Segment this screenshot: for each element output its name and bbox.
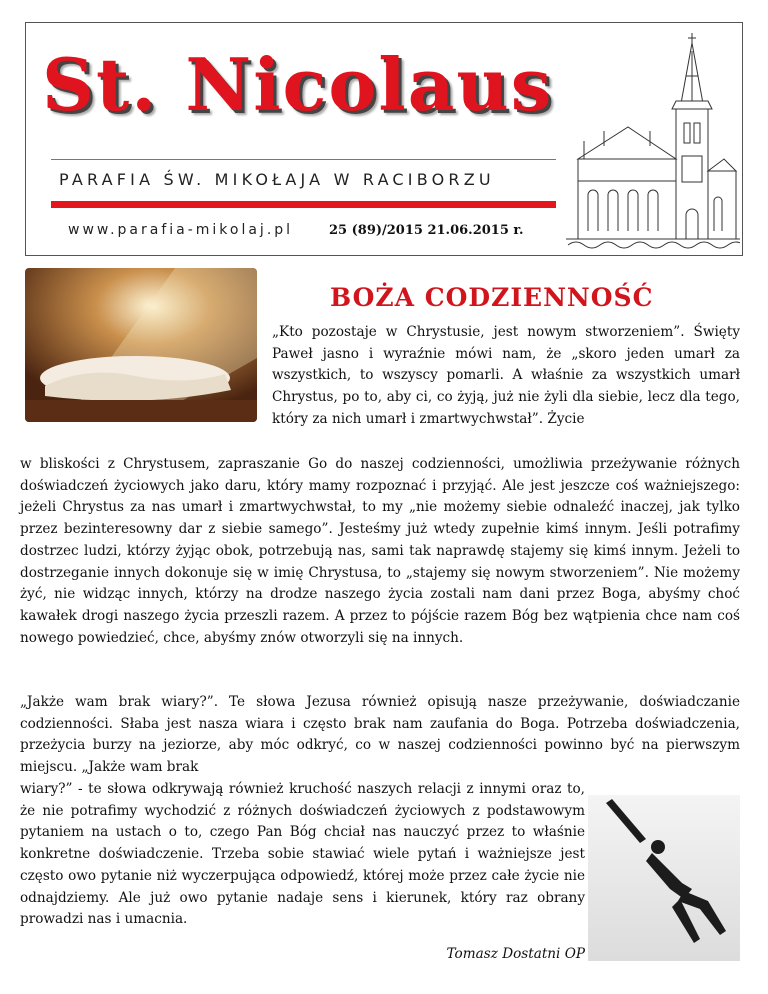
jumping-man-photo [588, 795, 740, 961]
article-headline: BOŻA CODZIENNOŚĆ [330, 283, 654, 312]
parish-name: PARAFIA ŚW. MIKOŁAJA W RACIBORZU [59, 170, 495, 189]
issue-number-date: 25 (89)/2015 21.06.2015 r. [329, 223, 524, 238]
article-paragraph-2: „Jakże wam brak wiary?”. Te słowa Jezusa również opisują nasze przeżywanie, doświadczanie codzienności. Słaba jest nasza wiara i często brak nam zaufania do Boga. Potrzeba doświadczenia, przeżycia burzy na jeziorze, aby móc odkryć, co w naszej codzienności powinno być na pierwszym miejscu. „Jakże wam brak [20, 694, 740, 776]
article-author: Tomasz Dostatni OP [446, 946, 585, 962]
thin-divider [51, 159, 556, 160]
candlelight-shroud-photo [25, 268, 257, 422]
red-divider [51, 201, 556, 208]
masthead-logo: St. Nicolaus [42, 42, 554, 127]
article-paragraph-1: w bliskości z Chrystusem, zapraszanie Go do naszej codzienności, umożliwia przeżywanie różnych doświadczeń życiowych jako daru, który mamy rozpoznać i przyjąć. Ale jest jeszcze coś ważniejszego: jeżeli Chrystus za nas umarł i zmartwychwstał, to my „nie możemy siebie odnaleźć inaczej, jak tylko przez bezinteresowny dar z siebie samego”. Jesteśmy już wtedy zupełnie kimś innym. Jeśli potrafimy dostrzec ludzi, którzy żyjąc obok, potrzebują nas, sami tak naprawdę stajemy się kimś innym. Jeżeli to dostrzeganie innych dokonuje się w imię Chrystusa, to „stajemy się nowym stworzeniem”. Nie możemy żyć, nie widząc innych, którzy na drodze naszego życia zostali nam dani przez Boga, abyśmy choć kawałek drogi naszego życia przeszli razem. A przez to pójście razem Bóg bez wątpienia chce nam coś nowego powiedzieć, chce, abyśmy znów otworzyli się na innych. [20, 456, 740, 646]
article-intro: „Kto pozostaje w Chrystusie, jest nowym stworzeniem”. Święty Paweł jasno i wyraźnie mówi nam, że „skoro jeden umarł za wszystkich, to wszyscy pomarli. A właśnie za wszystkich umarł Chrystus, po to, aby ci, co żyją, już nie żyli dla siebie, lecz dla tego, który za nich umarł i zmartwychwstał”. Życie [272, 324, 740, 427]
masthead [25, 22, 743, 256]
church-drawing [564, 31, 740, 253]
article-paragraph-3: wiary?” - te słowa odkrywają również kruchość naszych relacji z innymi oraz to, że nie potrafimy wychodzić z różnych doświadczeń życiowych z podstawowym pytaniem na ustach o to, czego Pan Bóg chciał nas nauczyć przez to właśnie konkretne doświadczenie. Trzeba sobie stawiać wiele pytań i ważniejsze jest często owo pytanie niż wyczerpująca odpowiedź, której może przez całe życie nie odnajdziemy. Ale już owo pytanie nadaje sens i kierunek, który raz obrany prowadzi nas i umacnia. [20, 781, 585, 928]
website-link[interactable]: www.parafia-mikolaj.pl [68, 222, 294, 238]
